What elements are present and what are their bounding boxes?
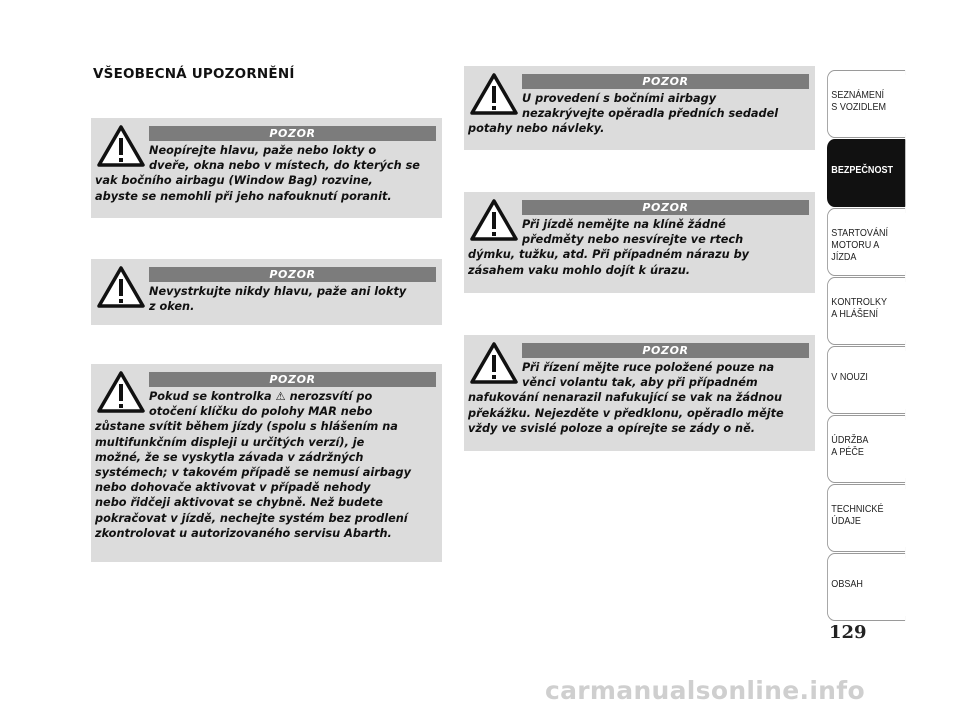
warning-label: POZOR (522, 200, 809, 215)
tab-label: ÚDAJE (831, 515, 861, 527)
tab-bezpecnost[interactable] (827, 139, 905, 207)
tab-label: S VOZIDLEM (831, 101, 887, 113)
warning-label: POZOR (149, 267, 436, 282)
tab-v-nouzi[interactable] (827, 346, 905, 414)
tab-technicke-udaje[interactable] (827, 484, 905, 552)
warning-box-seat-covers (464, 66, 815, 150)
warning-text-line: zkontrolovat u autorizovaného servisu Abarth. (95, 526, 392, 540)
warning-text-line: pokračovat v jízdě, nechejte systém bez prodlení (95, 511, 408, 525)
warning-text-line: dýmku, tužku, atd. Při případném nárazu by (468, 248, 750, 262)
warning-text-line: nebo dohovače aktivovat v případě nehody (95, 481, 371, 495)
warning-text-line: potahy nebo návleky. (468, 122, 605, 136)
section-title: VŠEOBECNÁ UPOZORNĚNÍ (93, 66, 295, 82)
warning-text (95, 389, 438, 541)
tab-label: STARTOVÁNÍ (831, 227, 889, 239)
warning-text (468, 360, 811, 436)
warning-text-line: z oken. (149, 300, 195, 314)
tab-startovani[interactable] (827, 208, 905, 276)
page-number: 129 (829, 622, 867, 643)
tab-obsah[interactable] (827, 553, 905, 621)
warning-text-line: systémech; v takovém případě se nemusí airbagy (95, 466, 411, 480)
warning-text-line: nezakrývejte opěradla předních sedadel (522, 107, 779, 121)
warning-text (95, 284, 438, 314)
warning-text-line: věnci volantu tak, aby při případném (522, 376, 758, 390)
tab-label: ÚDRŽBA (831, 434, 869, 446)
tab-label: MOTORU A JÍZDA (831, 239, 879, 263)
warning-text-line: Neopírejte hlavu, paže nebo lokty o (149, 144, 377, 157)
warning-box-hands-steering (464, 335, 815, 451)
warning-box-objects-lap (464, 192, 815, 293)
tab-label: TECHNICKÉ (831, 503, 884, 515)
warning-text (468, 91, 811, 137)
tab-label: OBSAH (831, 578, 863, 590)
warning-text-line: zásahem vaku mohlo dojít k úrazu. (468, 263, 691, 277)
tab-label: A PÉČE (831, 446, 864, 458)
tab-seznameni[interactable] (827, 70, 905, 138)
warning-text-line: překážku. Nejezděte v předklonu, opěradlo mějte (468, 406, 784, 420)
warning-text-line: předměty nebo nesvírejte ve rtech (522, 233, 744, 247)
warning-text-line: dveře, okna nebo v místech, do kterých se (149, 159, 420, 173)
tab-label: KONTROLKY (831, 296, 887, 308)
tab-label: BEZPEČNOST (831, 164, 894, 176)
warning-box-head-out (91, 259, 442, 325)
tab-label: A HLÁŠENÍ (831, 308, 878, 320)
warning-text-line: nafukování nenarazil nafukující se vak na žádnou (468, 391, 783, 405)
tab-kontrolky[interactable] (827, 277, 905, 345)
warning-box-window-bag (91, 118, 442, 218)
warning-text-line: Při řízení mějte ruce položené pouze na (522, 361, 775, 374)
warning-text-line: vak bočního airbagu (Window Bag) rozvine, (95, 174, 373, 188)
warning-text-line: Pokud se kontrolka ⚠ nerozsvítí po (149, 390, 373, 403)
warning-label: POZOR (149, 126, 436, 141)
tab-label: SEZNÁMENÍ (831, 89, 884, 101)
warning-text-line: možné, že se vyskytla závada v zádržných (95, 450, 364, 464)
warning-text-line: Při jízdě nemějte na klíně žádné (522, 218, 726, 231)
watermark: carmanualsonline.info (545, 676, 865, 705)
warning-label: POZOR (149, 372, 436, 387)
warning-text (95, 143, 438, 204)
warning-text-line: multifunkčním displeji u určitých verzí), je (95, 435, 365, 449)
warning-text (468, 217, 811, 278)
warning-text-line: Nevystrkujte nikdy hlavu, paže ani lokty (149, 285, 407, 298)
warning-box-airbag-light (91, 364, 442, 562)
warning-text-line: vždy ve svislé poloze a opírejte se zády o ně. (468, 421, 756, 435)
warning-text-line: abyste se nemohli při jeho nafouknutí poranit. (95, 189, 392, 203)
warning-label: POZOR (522, 74, 809, 89)
warning-label: POZOR (522, 343, 809, 358)
tab-label: V NOUZI (831, 371, 868, 383)
warning-text-line: zůstane svítit během jízdy (spolu s hlášením na (95, 420, 398, 434)
warning-text-line: nebo řidčeji aktivovat se chybně. Než budete (95, 496, 383, 510)
warning-text-line: otočení klíčku do polohy MAR nebo (149, 405, 373, 419)
tab-udrzba[interactable] (827, 415, 905, 483)
warning-text-line: U provedení s bočními airbagy (522, 92, 717, 105)
